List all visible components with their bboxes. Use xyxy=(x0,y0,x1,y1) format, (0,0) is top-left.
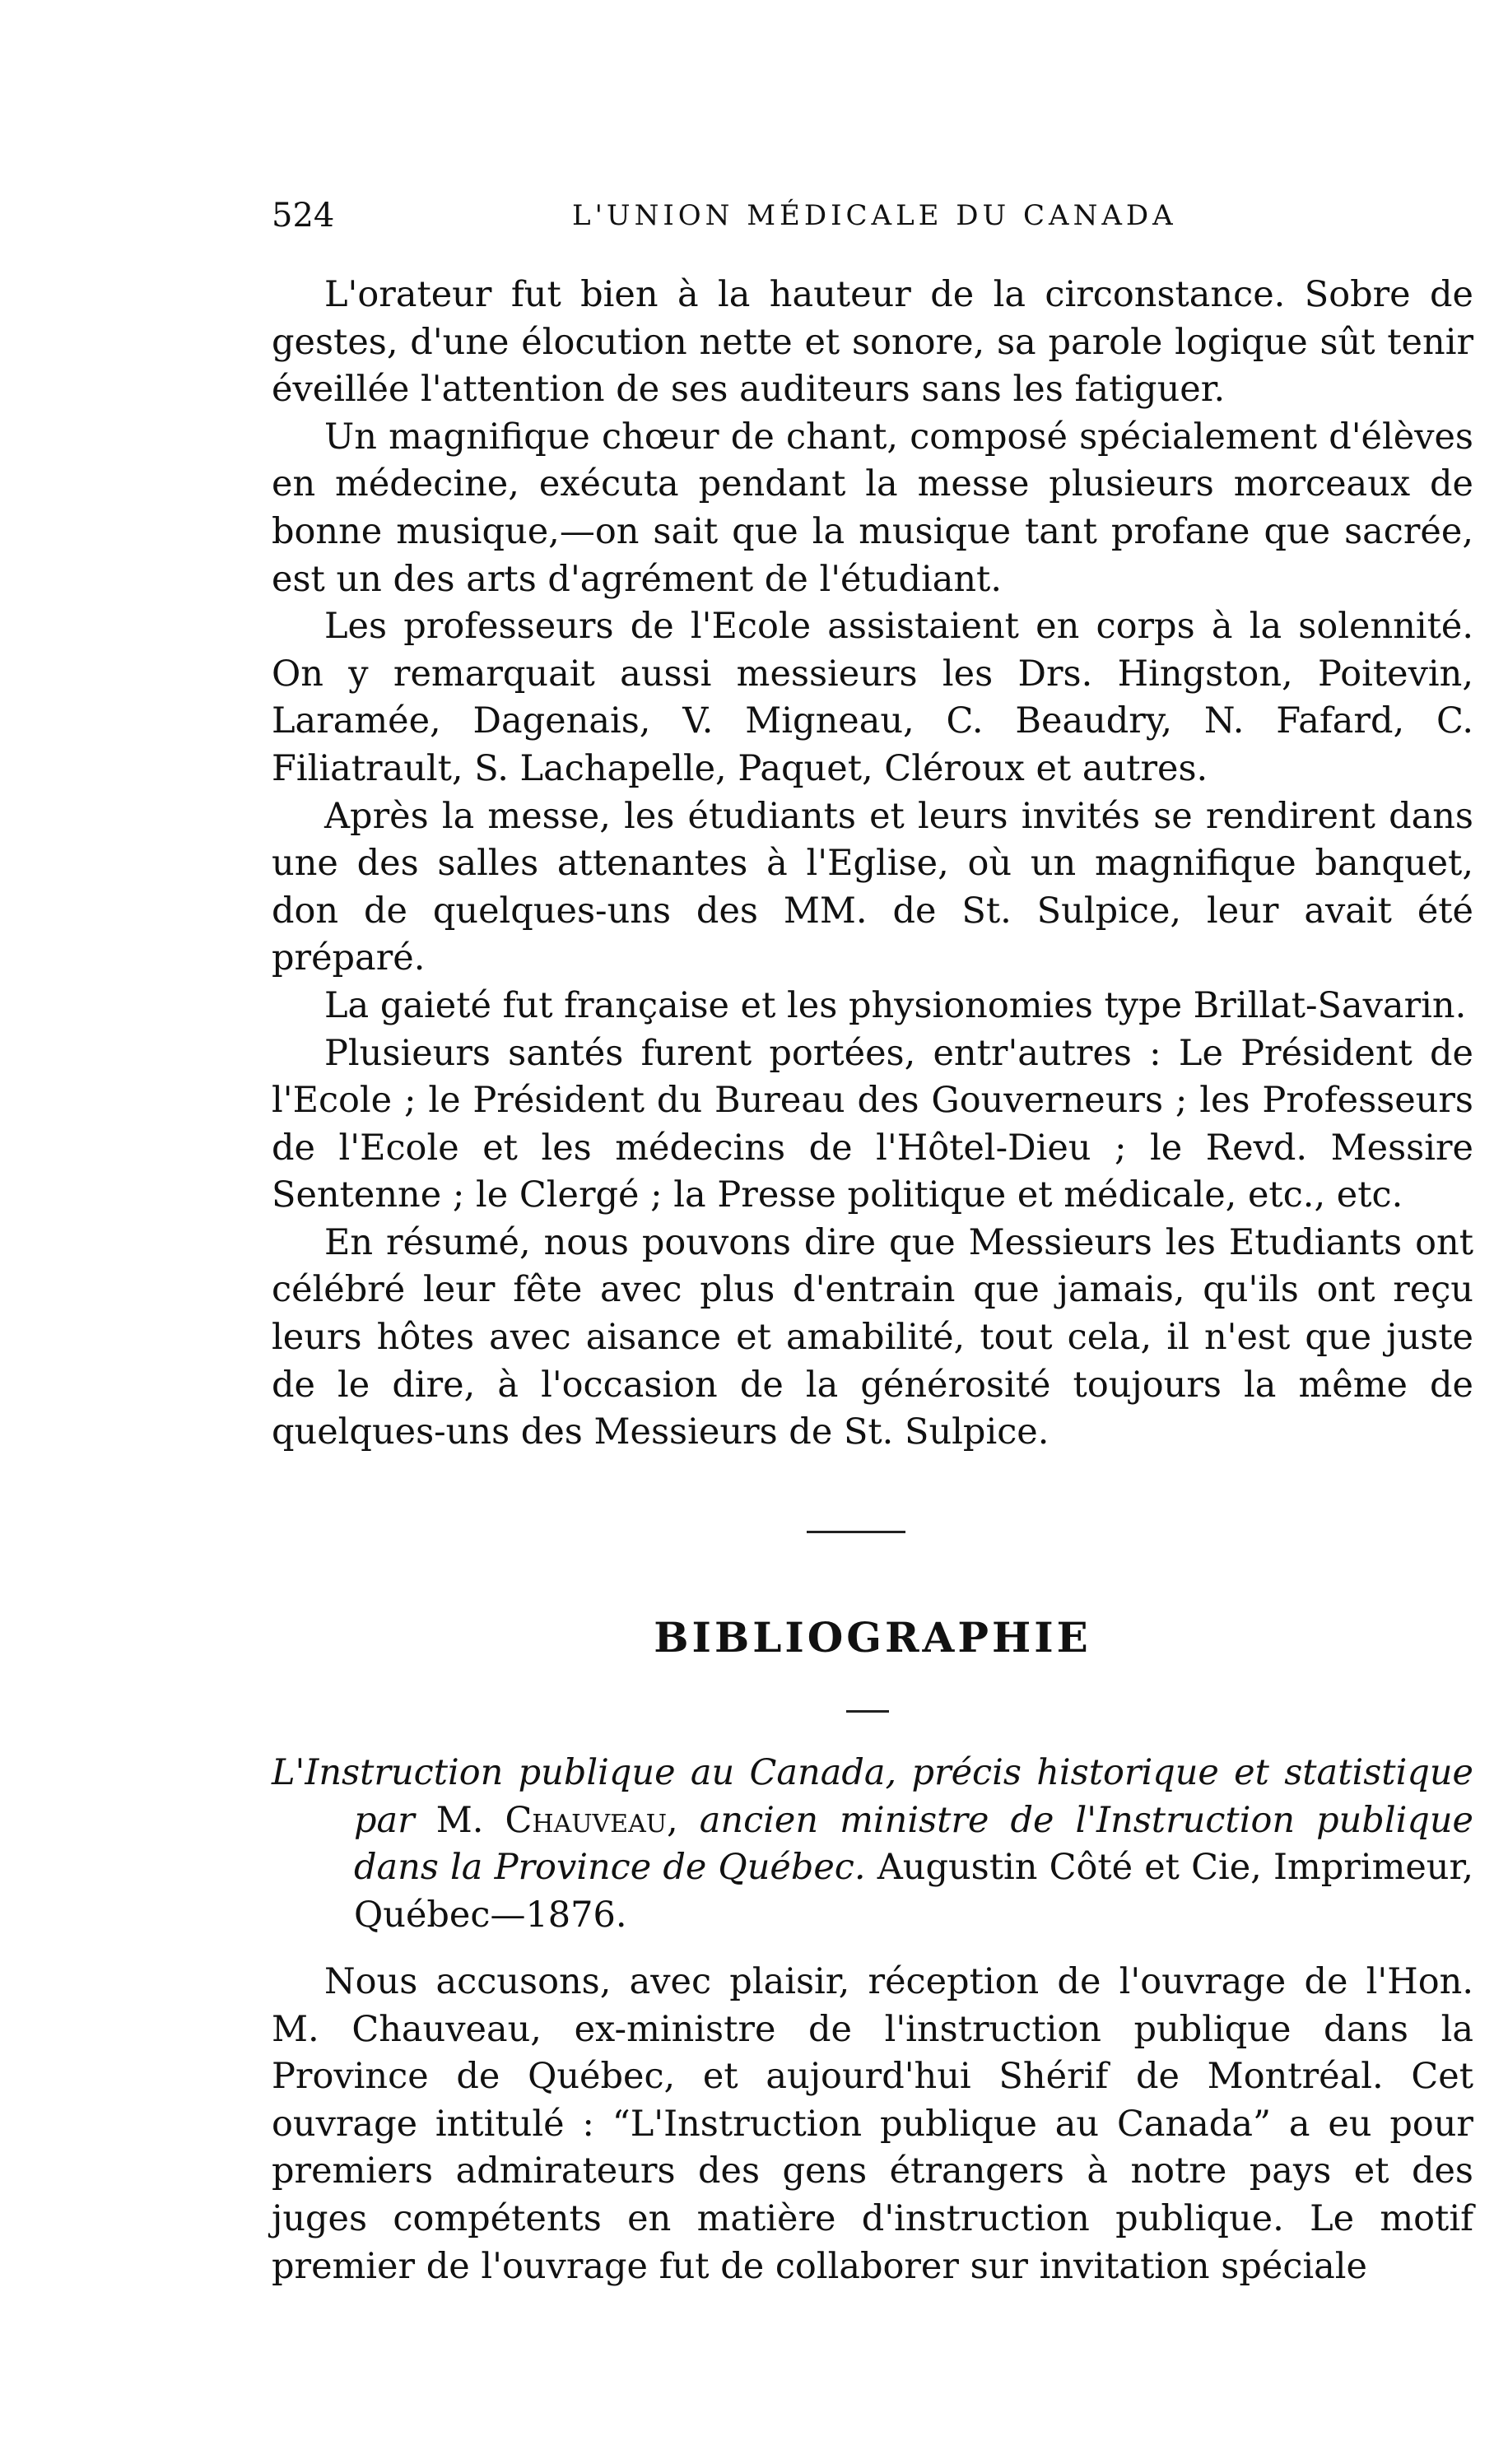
page-number: 524 xyxy=(272,197,335,235)
paragraph-3: Les professeurs de l'Ecole assistaient en corps à la solennité. On y remarquait aussi messieurs les Drs. Hingston, Poitevin, Laramée, Dagenais, V. Migneau, C. Beaudry, N. Fafard, C. Filiatrault, S. Lachapelle, Paquet, Cléroux et autres. xyxy=(272,606,1473,789)
paragraph-4: Après la messe, les étudiants et leurs invités se rendirent dans une des salles attenantes à l'Eglise, où un magnifique banquet, don de quelques-uns des MM. de St. Sulpice, leur avait été préparé. xyxy=(272,795,1473,979)
title-underline-rule xyxy=(846,1710,889,1713)
citation-publisher: Augustin Côté et Cie, Imprimeur, Québec—1876. xyxy=(354,1847,1473,1936)
review-body xyxy=(272,1959,1473,2290)
section-divider-rule xyxy=(807,1531,905,1533)
paragraph-7: En résumé, nous pouvons dire que Messieurs les Etudiants ont célébré leur fête avec plus d'entrain que jamais, qu'ils ont reçu leurs hôtes avec aisance et amabilité, tout cela, il n'est que juste de le dire, à l'occasion de la générosité toujours la même de quelques-uns des Messieurs de St. Sulpice. xyxy=(272,1221,1473,1453)
paragraph-5: La gaieté fut française et les physionomies type Brillat-Savarin. xyxy=(324,984,1467,1026)
citation-par: par xyxy=(354,1799,415,1841)
citation-author-description: ancien ministre de l'Instruction publique dans la Province de Québec. xyxy=(354,1799,1473,1889)
citation-author: M. Chauveau xyxy=(435,1799,668,1841)
citation-title: L'Instruction publique au Canada, précis historique et statistique xyxy=(272,1752,1473,1793)
running-title: L'UNION MÉDICALE DU CANADA xyxy=(572,199,1177,232)
review-paragraph: Nous accusons, avec plaisir, réception de l'ouvrage de l'Hon. M. Chauveau, ex-ministre de l'instruction publique dans la Province de Québec, et aujourd'hui Shérif de Montréal. Cet ouvrage intitulé : “L'Instruction publique au Canada” a eu pour premiers admirateurs des gens étrangers à notre pays et des juges compétents en matière d'instruction publique. Le motif premier de l'ouvrage fut de collaborer sur invitation spéciale xyxy=(272,1961,1473,2287)
section-title: BIBLIOGRAPHIE xyxy=(654,1613,1091,1662)
bibliographic-citation: L'Instruction publique au Canada, précis historique et statistique par M. Chauveau, ancien ministre de l'Instruction publique dans la Province de Québec. Augustin Côté et Cie, Imprimeur, Québec—1876. xyxy=(272,1752,1473,1936)
article-body xyxy=(272,272,1473,1457)
paragraph-6: Plusieurs santés furent portées, entr'autres : Le Président de l'Ecole ; le Président du Bureau des Gouverneurs ; les Professeurs de l'Ecole et les médecins de l'Hôtel-Dieu ; le Revd. Messire Sentenne ; le Clergé ; la Presse politique et médicale, etc., etc. xyxy=(272,1032,1473,1216)
paragraph-1: L'orateur fut bien à la hauteur de la circonstance. Sobre de gestes, d'une élocution nette et sonore, sa parole logique sût tenir éveillée l'attention de ses auditeurs sans les fatiguer. xyxy=(272,274,1473,411)
paragraph-2: Un magnifique chœur de chant, composé spécialement d'élèves en médecine, exécuta pendant la messe plusieurs morceaux de bonne musique,—on sait que la musique tant profane que sacrée, est un des arts d'agrément de l'étudiant. xyxy=(272,416,1473,600)
running-head xyxy=(272,191,1490,240)
